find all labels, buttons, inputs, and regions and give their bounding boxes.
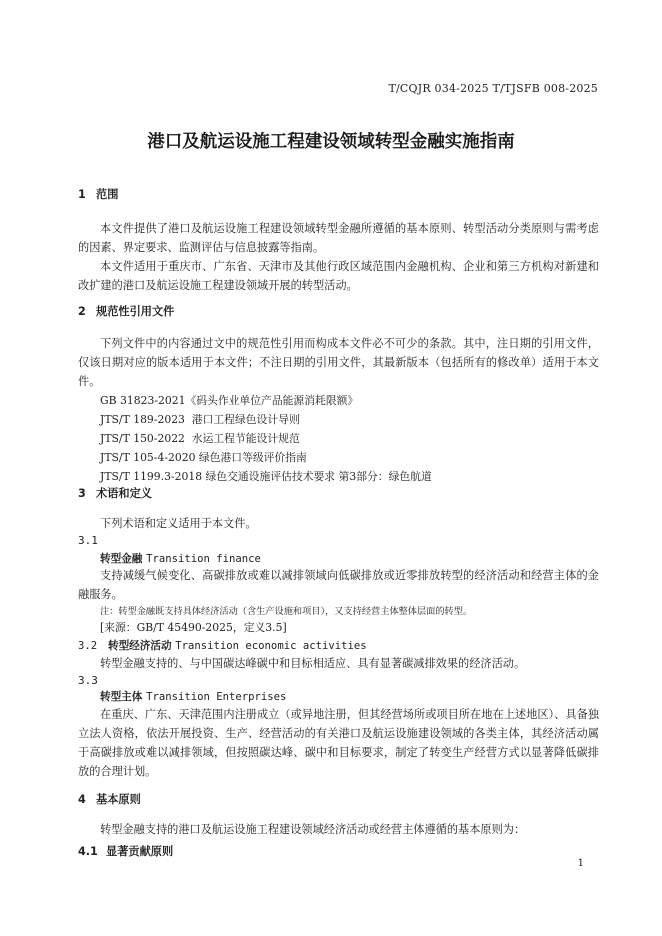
section-number: 4: [78, 793, 86, 806]
section-number: 1: [78, 188, 86, 201]
section-3-intro: 下列术语和定义适用于本文件。: [100, 517, 257, 530]
section-4-paragraph-1: 转型金融支持的港口及航运设施工程建设领域经济活动或经营主体遵循的基本原则为：: [100, 823, 526, 836]
term-number: 3.1: [78, 534, 98, 547]
section-2-heading: [78, 302, 599, 321]
section-title: 范围: [96, 188, 119, 201]
subsection-title: 显著贡献原则: [106, 845, 174, 858]
term-source: [来源：GB/T 45490-2025，定义3.5]: [100, 621, 287, 634]
term-zh: 转型金融: [100, 553, 143, 565]
term-en: Transition Enterprises: [146, 691, 287, 703]
section-title: 规范性引用文件: [96, 305, 175, 318]
subsection-4-1-heading: [78, 842, 599, 861]
term-note: 注：转型金融既支持具体经济活动（含生产设施和项目），又支持经营主体整体层面的转型。: [100, 606, 473, 617]
section-number: 2: [78, 305, 86, 318]
term-number: 3.3: [78, 674, 98, 687]
section-number: 3: [78, 487, 86, 500]
term-en: Transition finance: [146, 553, 261, 565]
page-number: 1: [577, 858, 584, 869]
document-code: T/CQJR 034-2025 T/TJSFB 008-2025: [388, 82, 598, 95]
section-1-paragraph-2: 本文件适用于重庆市、广东省、天津市及其他行政区域范围内金融机构、企业和第三方机构对新建和改扩建的港口及航运设施工程建设领域开展的转型活动。: [78, 260, 599, 292]
section-2-paragraph-1: 下列文件中的内容通过文中的规范性引用而构成本文件必不可少的条款。其中，注日期的引用文件，仅该日期对应的版本适用于本文件；不注日期的引用文件，其最新版本（包括所有的修改单）适用于本文件。: [78, 337, 599, 388]
section-title: 术语和定义: [96, 487, 152, 500]
reference-item: JTS/T 189-2023 港口工程绿色设计导则: [100, 413, 300, 426]
term-zh: 转型主体: [100, 691, 143, 703]
term-definition: 在重庆、广东、天津范围内注册成立（或异地注册，但其经营场所或项目所在地在上述地区）、具备独立法人资格，依法开展投资、生产、经营活动的有关港口及航运设施建设领域的各类主体，其经济活动属于高碳排放或难以减排领域，但按照碳达峰、碳中和目标要求，制定了转变生产经营方式以显著降低碳排放的合理计划。: [78, 708, 599, 778]
section-4-heading: [78, 790, 599, 809]
document-title: 港口及航运设施工程建设领域转型金融实施指南: [147, 132, 515, 152]
section-1-paragraph-1: 本文件提供了港口及航运设施工程建设领域转型金融所遵循的基本原则、转型活动分类原则与需考虑的因素、界定要求、监测评估与信息披露等指南。: [78, 222, 599, 254]
reference-item: JTS/T 105-4-2020 绿色港口等级评价指南: [100, 451, 307, 464]
term-zh: 转型经济活动: [108, 640, 172, 652]
section-3-heading: [78, 484, 599, 503]
reference-item: GB 31823-2021《码头作业单位产品能源消耗限额》: [100, 394, 359, 407]
term-definition: 支持减缓气候变化、高碳排放或难以减排领域向低碳排放或近零排放转型的经济活动和经营主体的金融服务。: [78, 569, 599, 601]
term-en: Transition economic activities: [175, 640, 367, 652]
section-1-heading: [78, 185, 599, 204]
section-title: 基本原则: [96, 793, 141, 806]
term-definition: 转型金融支持的、与中国碳达峰碳中和目标相适应、具有显著碳减排效果的经济活动。: [100, 657, 526, 670]
subsection-number: 4.1: [78, 845, 98, 858]
reference-item: JTS/T 150-2022 水运工程节能设计规范: [100, 432, 300, 445]
term-number: 3.2: [78, 640, 98, 652]
reference-item: JTS/T 1199.3-2018 绿色交通设施评估技术要求 第3部分：绿色航道: [100, 470, 432, 483]
